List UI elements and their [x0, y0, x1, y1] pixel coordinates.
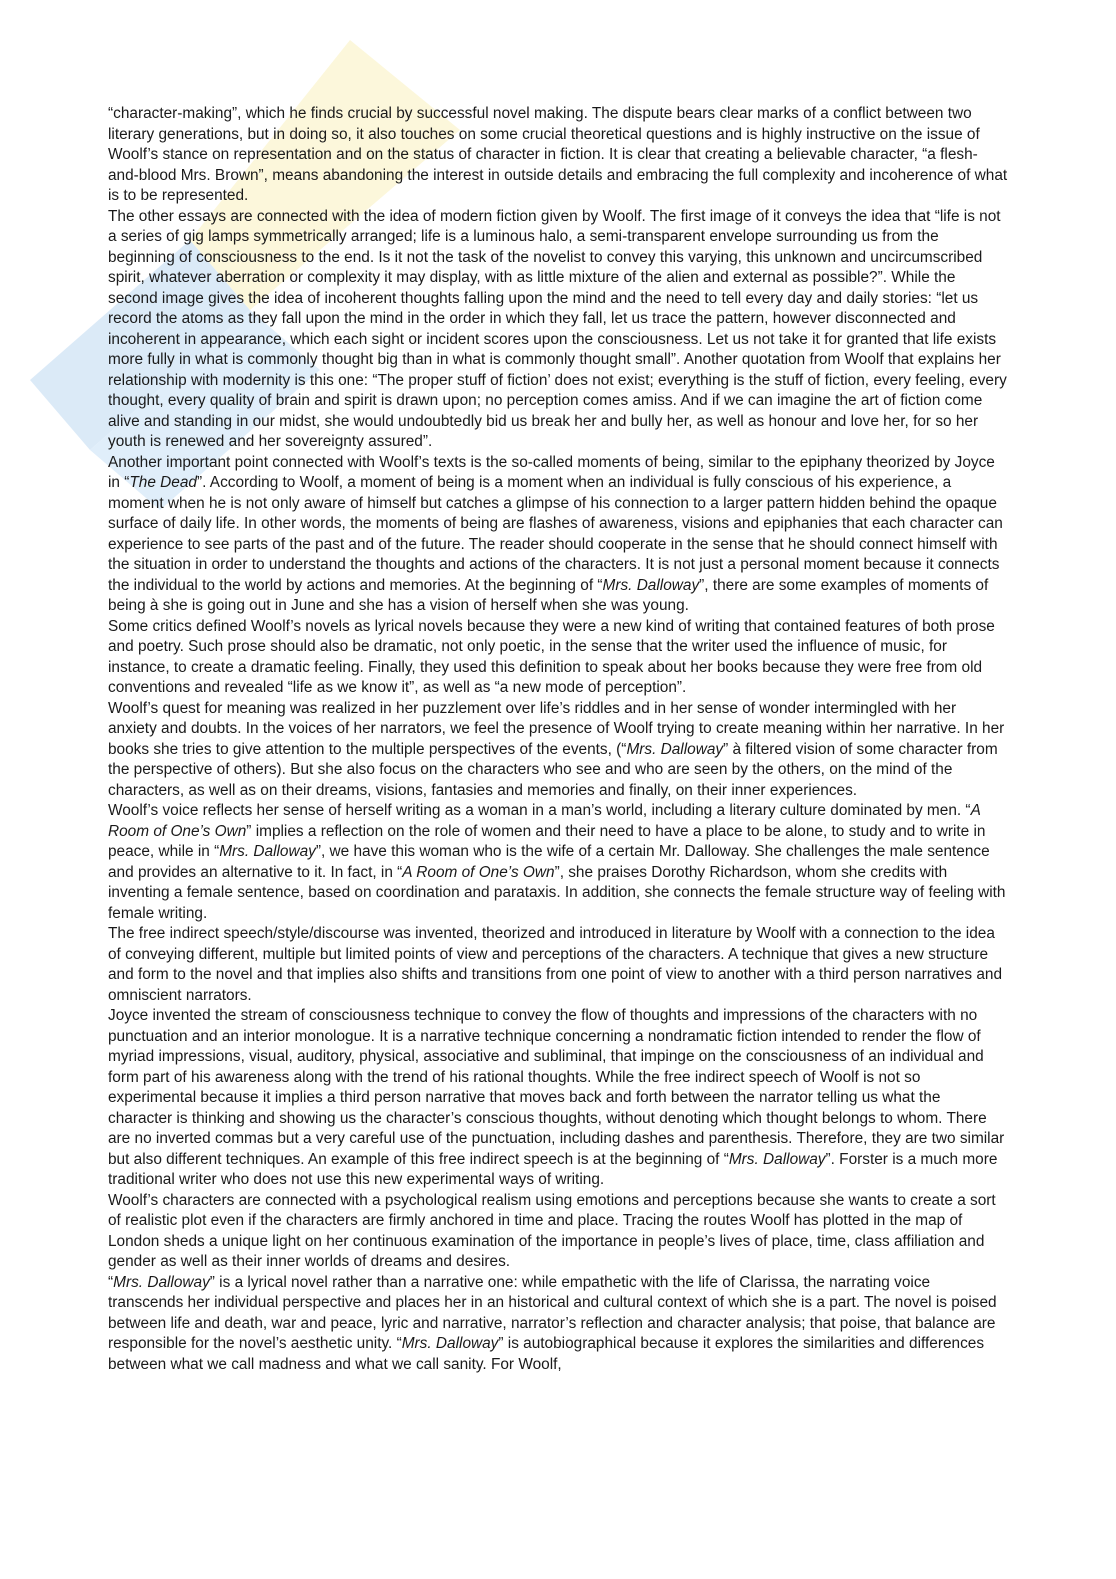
italic-title: The Dead [129, 474, 197, 491]
text-run: ” is a lyrical novel rather than a narrative one: while empathetic with the life of Clarissa, the narrating voice transcends her individual perspective and places her in an historical and cultural context of which she is a part. The novel is poised between life and death, war and peace, lyric and narrative, narrator’s reflection and character analysis; that poise, that balance are responsible for the novel’s aesthetic unity. “ [108, 1273, 997, 1352]
text-run: Woolf’s voice reflects her sense of herself writing as a woman in a man’s world, including a literary culture dominated by men. “ [108, 802, 971, 819]
italic-title: Mrs. Dalloway [401, 1335, 499, 1352]
italic-title: A Room of One’s Own [402, 863, 555, 881]
text-run: ” à filtered vision of some character from the perspective of others). But she also focus on the characters who see and who are seen by the others, on the mind of the characters, as well as on their dreams, visions, fantasies and memories and finally, on their inner experiences. [108, 740, 998, 799]
text-run: ” implies a reflection on the role of women and their need to have a place to be alone, to study and to write in peace, while in “ [108, 822, 986, 860]
text-run: ”. Forster is a much more traditional writer who does not use this new experimental ways of writing. [108, 1150, 998, 1188]
paragraph [108, 104, 1008, 207]
paragraph [108, 924, 1008, 1006]
italic-title: Mrs. Dalloway [626, 740, 724, 758]
paragraph [108, 1006, 1008, 1191]
paragraph [108, 699, 1008, 802]
paragraph [108, 617, 1008, 699]
text-run: Another important point connected with Woolf’s texts is the so-called moments of being, similar to the epiphany theorized by Joyce in “ [108, 453, 995, 491]
text-run: Woolf’s quest for meaning was realized in her puzzlement over life’s riddles and in her sense of wonder intermingled with her anxiety and doubts. In the voices of her narrators, we feel the presence of Woolf trying to create meaning within her narrative. In her books she tries to give attention to the multiple perspectives of the events, (“ [108, 699, 1005, 758]
italic-title: Mrs. Dalloway [728, 1150, 826, 1168]
text-run: ”. According to Woolf, a moment of being is a moment when an individual is fully conscious of his experience, a moment when he is not only aware of himself but catches a glimpse of his connection to a larger pattern hidden behind the opaque surface of daily life. In other words, the moments of being are flashes of awareness, visions and epiphanies that each character can experience to see parts of the past and of the future. The reader should cooperate in the sense that he should connect himself with the situation in order to understand the thoughts and actions of the characters. It is not just a personal moment because it connects the individual to the world by actions and memories. At the beginning of “ [108, 474, 1003, 594]
italic-title: Mrs. Dalloway [113, 1273, 210, 1291]
italic-title: Mrs. Dalloway [219, 843, 316, 860]
italic-title: Mrs. Dalloway [602, 576, 700, 594]
text-run: ”, there are some examples of moments of being à she is going out in June and she has a vision of herself when she was young. [108, 576, 989, 614]
text-run: Joyce invented the stream of consciousness technique to convey the flow of thoughts and impressions of the characters with no punctuation and an interior monologue. It is a narrative technique concerning a nondramatic fiction intended to render the flow of myriad impressions, visual, auditory, physical, associative and subliminal, that impinge on the consciousness of an individual and form part of his awareness along with the trend of his rational thoughts. While the free indirect speech of Woolf is not so experimental because it implies a third person narrative that moves back and forth between the narrator telling us what the character is thinking and showing us the character’s conscious thoughts, without denoting which thought belongs to whom. There are no inverted commas but a very careful use of the punctuation, including dashes and parenthesis. Therefore, they are two similar but also different techniques. An example of this free indirect speech is at the beginning of “ [108, 1007, 1005, 1168]
text-run: ”, she praises Dorothy Richardson, whom she credits with inventing a female sentence, based on coordination and parataxis. In addition, she connects the female structure way of feeling with female writing. [108, 863, 1006, 922]
text-run: ” is autobiographical because it explores the similarities and differences between what we call madness and what we call sanity. For Woolf, [108, 1335, 985, 1373]
paragraph [108, 207, 1008, 453]
paragraph [108, 453, 1008, 617]
italic-title: A Room of One’s Own [108, 802, 981, 840]
text-run: The free indirect speech/style/discourse was invented, theorized and introduced in literature by Woolf with a connection to the idea of conveying different, multiple but limited points of view and perceptions of the characters. A technique that gives a new structure and form to the novel and that implies also shifts and transitions from one point of view to another with a third person narratives and omniscient narrators. [108, 925, 1003, 1004]
text-run: The other essays are connected with the idea of modern fiction given by Woolf. The first image of it conveys the idea that “life is not a series of gig lamps symmetrically arranged; life is a luminous halo, a semi-transparent envelope surrounding us from the beginning of consciousness to the end. Is it not the task of the novelist to convey this varying, this unknown and uncircumscribed spirit, whatever aberration or complexity it may display, with as little mixture of the alien and external as possible?”. While the second image gives the idea of incoherent thoughts falling upon the mind and the need to tell every day and daily stories: “let us record the atoms as they fall upon the mind in the order in which they fall, let us trace the pattern, however disconnected and incoherent in appearance, which each sight or incident scores upon the consciousness. Let us not take it for granted that life exists more fully in what is commonly thought big than in what is commonly thought small”. Another quotation from Woolf that explains her relationship with modernity is this one: “The proper stuff of fiction’ does not exist; everything is the stuff of fiction, every feeling, every thought, every quality of brain and spirit is drawn upon; no perception comes amiss. And if we can imagine the art of fiction come alive and standing in our midst, she would undoubtedly bid us break her and bully her, as well as honour and love her, for so her youth is renewed and her sovereignty assured”. [108, 207, 1007, 450]
text-run: “character-making”, which he finds crucial by successful novel making. The dispute bears clear marks of a conflict between two literary generations, but in doing so, it also touches on some crucial theoretical questions and is highly instructive on the issue of Woolf’s stance on representation and on the status of character in fiction. It is clear that creating a believable character, “a flesh-and-blood Mrs. Brown”, means abandoning the interest in outside details and embracing the full complexity and incoherence of what is to be represented. [108, 105, 1008, 204]
text-run: Woolf’s characters are connected with a psychological realism using emotions and perceptions because she wants to create a sort of realistic plot even if the characters are firmly anchored in time and place. Tracing the routes Woolf has plotted in the map of London sheds a unique light on her continuous examination of the importance in people’s lives of place, time, class affiliation and gender as well as their inner worlds of dreams and desires. [108, 1191, 996, 1270]
paragraph [108, 1191, 1008, 1273]
paragraph [108, 1273, 1008, 1376]
text-run: ”, we have this woman who is the wife of a certain Mr. Dalloway. She challenges the male sentence and provides an alternative to it. In fact, in “ [108, 843, 990, 881]
document-body [108, 104, 1008, 1375]
text-run: “ [108, 1273, 114, 1291]
text-run: Some critics defined Woolf’s novels as lyrical novels because they were a new kind of writing that contained features of both prose and poetry. Such prose should also be dramatic, not only poetic, in the sense that the writer used the influence of music, for instance, to create a dramatic feeling. Finally, they used this definition to speak about her books because they were free from old conventions and revealed “life as we know it”, as well as “a new mode of perception”. [108, 617, 995, 696]
paragraph [108, 801, 1008, 924]
